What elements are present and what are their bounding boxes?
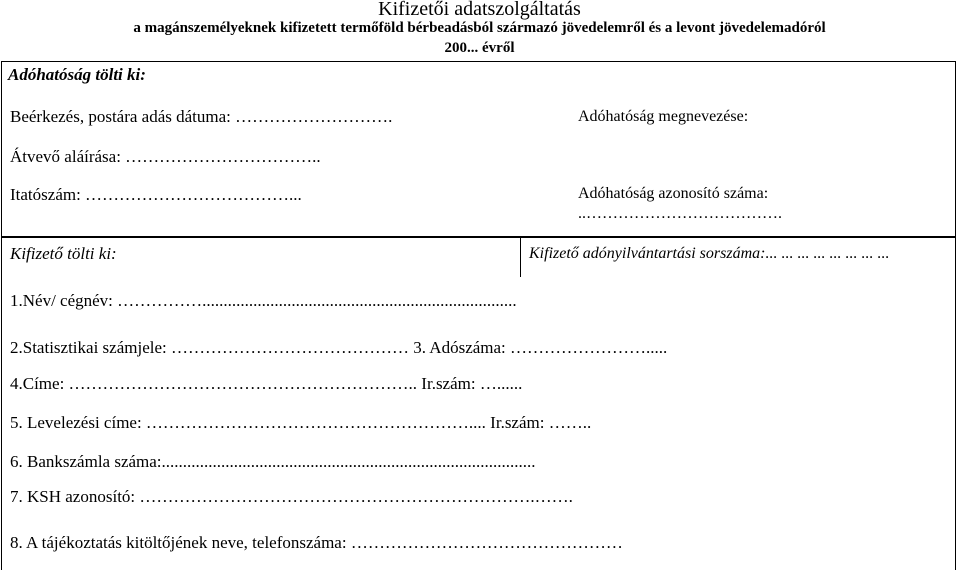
name-field[interactable]: 1.Név/ cégnév: …………….......................................................................... <box>10 291 517 310</box>
bank-account-field[interactable]: 6. Bankszámla száma:........................................................................................ <box>10 452 536 471</box>
form-year: 200... évről <box>444 40 515 56</box>
received-date-field[interactable]: Beérkezés, postára adás dátuma: ………………………. <box>10 107 393 126</box>
authority-id-label: Adóhatóság azonosító száma: <box>578 185 769 202</box>
stat-code-tax-number-field[interactable]: 2.Statisztikai számjele: …………………………………… 3. Adószáma: ……………………..... <box>10 338 668 357</box>
authority-heading: Adóhatóság tölti ki: <box>8 65 146 84</box>
ksh-id-field[interactable]: 7. KSH azonosító: …………………………………………………………….……. <box>10 487 573 506</box>
form-title: Kifizetői adatszolgáltatás <box>378 0 581 20</box>
authority-name-label: Adóhatóság megnevezése: <box>578 108 749 125</box>
filing-number-field[interactable]: Itatószám: ………………………………... <box>10 185 302 204</box>
payer-heading: Kifizető tölti ki: <box>10 244 117 263</box>
tax-registry-field[interactable]: Kifizető adónyilvántartási sorszáma:... ... ... ... ... ... ... ... <box>529 245 890 262</box>
payer-box <box>1 237 956 570</box>
address-field[interactable]: 4.Címe: …………………………………………………….. Ir.szám: …...... <box>10 374 523 393</box>
form-subtitle: a magánszemélyeknek kifizetett termőföld bérbeadásból származó jövedelemről és a levont jövedelemadóról <box>133 20 826 36</box>
payer-header-divider <box>520 237 521 277</box>
contact-field[interactable]: 8. A tájékoztatás kitöltőjének neve, telefonszáma: ………………………………………… <box>10 533 623 552</box>
postal-address-field[interactable]: 5. Levelezési címe: ………………………………………………….... Ir.szám: …….. <box>10 413 592 432</box>
authority-id-field[interactable]: ..………………………………. <box>578 205 782 222</box>
receiver-signature-field[interactable]: Átvevő aláírása: …………………………….. <box>10 147 321 166</box>
